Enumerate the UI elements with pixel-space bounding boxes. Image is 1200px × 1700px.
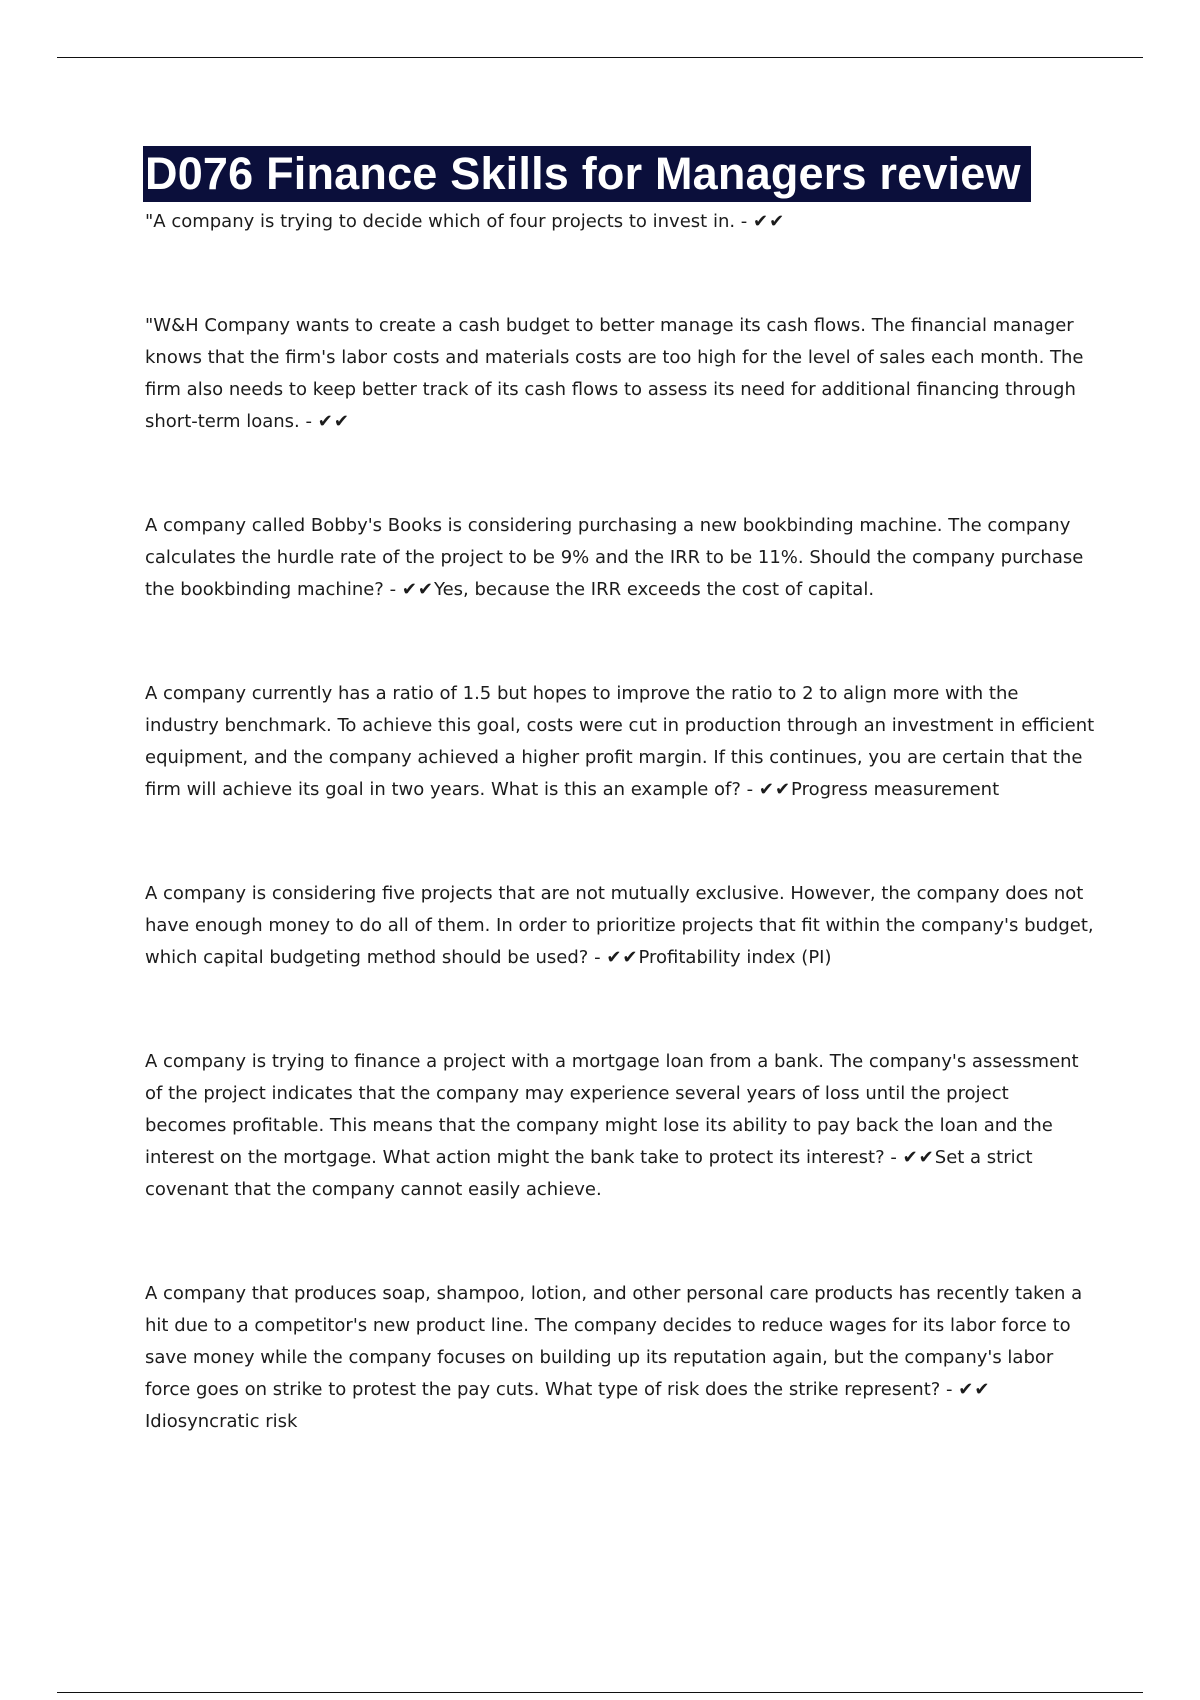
question-text: A company that produces soap, shampoo, lotion, and other personal care products has recently taken a hit due to a competitor's new product line. The company decides to reduce wages for its labor force to save money while the company focuses on building up its reputation again, but the company's labor force goes on strike to protest the pay cuts. What type of risk does the strike represent? xyxy=(145,1283,1083,1400)
qa-item-3 xyxy=(145,510,1095,606)
double-check-icon: ✔✔ xyxy=(758,779,792,800)
qa-item-1 xyxy=(145,206,1095,238)
answer-text: Set a strict covenant that the company cannot easily achieve. xyxy=(145,1147,1033,1200)
separator: - xyxy=(940,1379,959,1400)
double-check-icon: ✔✔ xyxy=(902,1147,935,1168)
document-title: D076 Finance Skills for Managers review xyxy=(143,146,1031,202)
double-check-icon: ✔✔ xyxy=(753,211,786,232)
separator: - xyxy=(588,947,607,968)
separator: - xyxy=(299,411,318,432)
answer-text: Profitability index (PI) xyxy=(638,947,832,968)
double-check-icon: ✔✔ xyxy=(317,411,350,432)
separator: - xyxy=(735,211,754,232)
question-text: A company is trying to finance a project with a mortgage loan from a bank. The company's assessment of the project indicates that the company may experience several years of loss until the project becomes profitable. This means that the company might lose its ability to pay back the loan and the interest on the mortgage. What action might the bank take to protect its interest? xyxy=(145,1051,1079,1168)
separator: - xyxy=(383,579,402,600)
separator: - xyxy=(884,1147,903,1168)
question-text: A company called Bobby's Books is considering purchasing a new bookbinding machine. The company calculates the hurdle rate of the project to be 9% and the IRR to be 11%. Should the company purchase the bookbinding machine? xyxy=(145,515,1084,600)
qa-item-4 xyxy=(145,678,1095,806)
bottom-rule xyxy=(57,1692,1143,1693)
answer-text: Progress measurement xyxy=(791,779,1000,800)
question-text: A company currently has a ratio of 1.5 but hopes to improve the ratio to 2 to align more with the industry benchmark. To achieve this goal, costs were cut in production through an investment in efficient equipment, and the company achieved a higher profit margin. If this continues, you are certain that the firm will achieve its goal in two years. What is this an example of? xyxy=(145,683,1095,800)
answer-text: Yes, because the IRR exceeds the cost of capital. xyxy=(434,579,875,600)
qa-item-7 xyxy=(145,1278,1095,1438)
qa-item-2 xyxy=(145,310,1095,438)
title-banner xyxy=(143,146,1095,202)
double-check-icon: ✔✔ xyxy=(606,947,639,968)
document-body xyxy=(145,146,1095,1438)
question-text: "A company is trying to decide which of four projects to invest in. xyxy=(145,211,736,232)
double-check-icon: ✔✔ xyxy=(958,1379,991,1400)
top-rule xyxy=(57,57,1143,58)
double-check-icon: ✔✔ xyxy=(401,579,434,600)
separator: - xyxy=(740,779,759,800)
qa-item-6 xyxy=(145,1046,1095,1206)
question-text: "W&H Company wants to create a cash budget to better manage its cash flows. The financial manager knows that the firm's labor costs and materials costs are too high for the level of sales each month. The firm also needs to keep better track of its cash flows to assess its need for additional financing through short-term loans. xyxy=(145,315,1084,432)
answer-text: Idiosyncratic risk xyxy=(145,1411,298,1432)
question-text: A company is considering five projects that are not mutually exclusive. However, the company does not have enough money to do all of them. In order to prioritize projects that fit within the company's budget, which capital budgeting method should be used? xyxy=(145,883,1094,968)
qa-item-5 xyxy=(145,878,1095,974)
